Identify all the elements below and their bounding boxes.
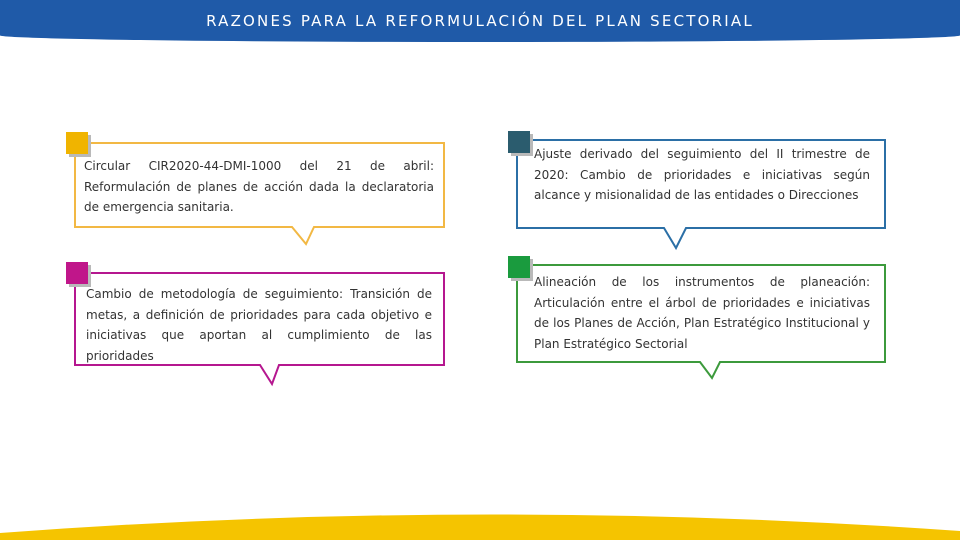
reason-card-circular bbox=[74, 142, 446, 246]
green-marker-square bbox=[508, 256, 530, 278]
reason-body: : Cambio de prioridades e iniciativas según alcance y misionalidad de las entidades o Direcciones bbox=[534, 167, 870, 202]
teal-marker-square bbox=[508, 131, 530, 153]
yellow-marker-square bbox=[66, 132, 88, 154]
reason-card-methodology bbox=[74, 272, 446, 386]
reason-text bbox=[86, 284, 432, 366]
magenta-marker-square bbox=[66, 262, 88, 284]
reason-body: : Articulación entre el árbol de prioridades e iniciativas de los Planes de Acción, Plan Estratégico Institucional y Plan Estratégico Sectorial bbox=[534, 275, 870, 351]
reason-lead: Alineación de los instrumentos de planeación bbox=[534, 275, 866, 289]
reason-card-alignment bbox=[516, 264, 887, 380]
reason-body: Circular CIR2020-44-DMI-1000 del 21 de abril: Reformulación de planes de acción dada la declaratoria de emergencia sanitaria. bbox=[84, 159, 434, 214]
decorative-wave bbox=[0, 505, 960, 540]
reason-body: : Transición de metas, a definición de prioridades para cada objetivo e iniciativas que aportan al cumplimiento de las prioridades bbox=[86, 287, 432, 363]
page-title: RAZONES PARA LA REFORMULACIÓN DEL PLAN SECTORIAL bbox=[206, 12, 754, 30]
reason-text bbox=[534, 144, 870, 206]
reason-text bbox=[534, 272, 870, 354]
reason-lead: Cambio de metodología de seguimiento bbox=[86, 287, 340, 301]
reason-lead: Ajuste derivado del seguimiento del II trimestre de 2020 bbox=[534, 147, 870, 182]
title-bar bbox=[0, 0, 960, 42]
reason-text bbox=[84, 156, 434, 218]
reason-card-adjustment bbox=[516, 139, 887, 251]
